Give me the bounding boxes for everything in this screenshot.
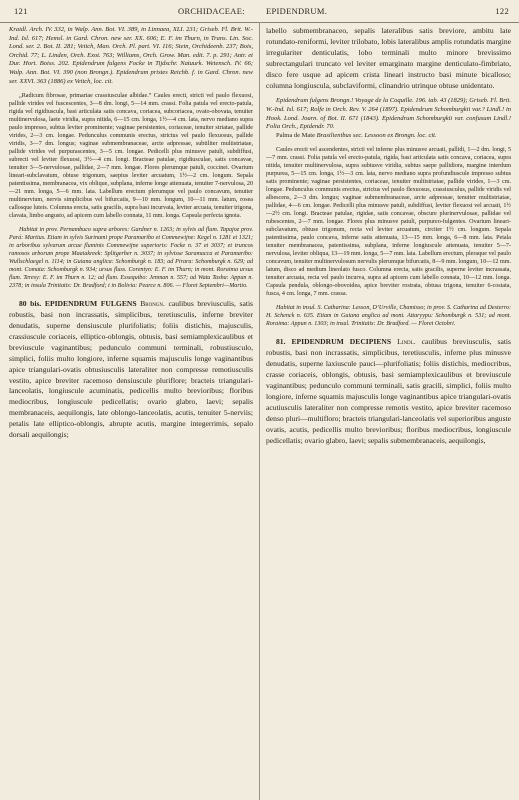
species-description: caulibus breviusculis, satis robustis, basi non incrassatis, simplicibus, teretiusculis, inferne breviter denudatis, superne densiuscule plurifoliatis; foliis distichis, majusculis, crassiuscule coriaceis, elliptico-oblongis, obtusis, basi semiamplexicaulibus et breviuscule vaginantibus; pedunculo communi terminali, robustiusculo, simplici, foliis multo longiore, inferne squamis majusculis longe vaginantibus apice triangulari-ovatis obtusiusculis lateraliter non compresse remotiusculis vestito, apice breviter racemoso densiuscule pluriflore; bracteis triangulari-lanceolatis, longiuscule acuminatis, pedicellis multo brevioribus; floribus mediocribus, longiuscule pedicellatis; ovario glabro, laevi; sepalis membranaceis, aequilongis, late oblongo-lanceolatis, acutis, tenuiter 5-nerviis; petalis late elliptico-oblongis, abrupte acutis, margine integerrimis, sepalo dorsali aequilongis; [9,299,253,440]
references-block: Kraidl. Arch. IV. 332, in Walp. Ann. Bot. VI. 389, in Linnaea, XLI. 231; Griseb. Fl. Brit. W.-Ind. Isl. 617; Hemsl. in Gard. Chron. new ser. XX. 606; E. F. im Thurn, in Trans. Lin. Soc. Lond. ser. 2. Bot. II. 281; Veitch, Man. Orch. Pl. part. VI. 116; Stein, Orchideenb. 237; Bois, Orchid. 77; L. Linden, Orch. Exot. 763; Williams, Orch. Grow. Man. edit. 7. p. 291; Antr. et Dur. Hort. Boiss. 202. Epidendrum fulgens Focke in Tijdschr. Natuurk. Wetensch. IV. 66; Walp. Ann. Bot. VI. 390 (non Brongn.). Epidendrum pristes Reichb. f. in Gard. Chron. new ser. XXVI. 363 (1886) ex Veitch, loc. cit. [9,26,253,85]
left-column [9,26,253,796]
species-heading: 80 bis. EPIDENDRUM FULGENS [19,299,137,309]
right-page-number: 122 [495,6,509,16]
detailed-description: Caules erecti vel ascendentes, stricti vel inferne plus minusve arcuati, pallidi, 1—2 dm. longi, 5—7 mm. crassi. Folia patula vel erecto-patula, rigida, basi articulata satis concava, coriacea, supra nitida, tenuiter multinervulosa, supra subtusve viridia, subtus saepe pallidiora, margine interdum purpurea, 5—15 cm. longa, 1½—3 cm. lata, nervo mediano supra profundiuscule impresso subtus satis prominente; vaginae persistentes, coriaceae, tenuiter multistriatae, pallide virides, 1—3 cm. longae. Pedunculus communis erectus, strictus vel paulo flexuosus, crassiusculus, pallide viridis vel albescens, 2—3 dm. longus; vaginae submembranaceae, arcte adpressae, tenuiter multistriatae, pallidae, 4—6 cm. longae. Pedicelli plus minusve patuli, subdiffusi, leviter flexuosi vel arcuati, 1½—2½ cm. longi. Bracteae patulae, rigidae, satis concavae, obscure plurinervulosae, pallidae vel rubescentes, 2—7 mm. longae. Flores plus minusve patuli, purpureo-fulgentes. Ovarium lineari-subclavatum, obtuse trigonum, recta vel leviter arcuatum, circiter 1½ cm. longum. Sepala patentissima, paulo concava, inferne satis attenuata, 13—15 mm. longa, 6—8 mm. lata. Petala tenuiter membranacea, patentissima, subplana, inferne longiuscule attenuata, tenuiter 5—7-nervulosa, leviter obliqua, 13—19 mm. longa, 5—7 mm. lata. Labellum erectum, pleraque vel paulo concavum, tenuiter multinervulosum nervulis plerumque bifurcatis, 8—9 mm. longum, 10—12 mm. latum, disco ad medium lineolato fusco. Columna erecta, satis gracilis, superne leviter incrassata, tenuiter arcuata, recta vel paulo incurva, supra ad apicem cum labello connata, 10—12 mm. longa. Capsula pendula, oblongo-obovoidea, apice breviter rostrata, obtusa trigona, tenuiter 6-costata, fusca, 4 cm. longa, 7 mm. crassa. [266,147,511,298]
species-author-81: Lindl. [397,337,416,347]
species-entry-81 [266,337,511,446]
habitat-paragraph: Habitat in prov. Pernambuco supra arbores: Gardner n. 1263; in sylvis ad flum. Tapajoz prov. Pará: Martius. Etiam in sylvis Surinami prope Paramaribo et Commewijne: Kegel n. 1281 et 1321; in arboribus sylvarum arcae fluminis Commewijne superioris: Focke n. 37 et 3037; et truncos ramosos arborum prope Maaiakreek: Splitgerber n. 3037; in sylvisse Saramacca et Paramaribo: Wullschlaegel n. 1114; in Guiana anglica: Schomburgk n. 183; ad Pirara: Schomburgk n. 629; ad mont. Comata: Schomburgk n. 934; ursus fluss. Corentyn: E. F. im Thurn; in mont. Roraima ursus flum. Teresy: E. F. im Thurn n. 12; ad flum. Essequibo: Jenman n. 557; ad Watu Tasha: Appun n. 2378; in insula Trinitatis: Dr. Bradford; t in Bolivia: Pearce n. 806. — Floret Septembri—Martio. [9,227,253,290]
description-continued: labello submembranaceo, sepalis lateralibus satis breviore, ambitu late rotundato-reniformi, leviter trilobato, lobis lateralibus amplis rotundatis margine irregulariter denticulatis, lobo terminali multo minore brevissimo subrectangulari truncato vel leviter emarginato margine denticulato-fimbriato, disco fere usque ad apicem crista lineari instructo basi minute bicalloso; columna longiuscula, subclaviformi, clinandrio utrinque obtuse unidentato. [266,26,511,90]
habitat-paragraph-right: Habitat in insul. S. Catharina: Lesson, D’Urville, Chamisso; in prov. S. Catharina ad Desterro: H. Schenck n. 635. Etiam in Guiana anglica ad mont. Attaryypu: Schomburgk n. 531; ad mont. Roraima: Appun n. 1303; in insul. Trinitatis: Dr. Bradford. — Floret Octobri. [266,305,511,328]
right-running-title: EPIDENDRUM. [266,6,328,16]
column-divider [259,22,260,800]
species-heading-81: 81. EPIDENDRUM DECIPIENS [276,337,392,347]
right-column [266,26,511,796]
left-running-title: ORCHIDACEAE: [178,6,245,16]
left-page-number: 121 [14,6,28,16]
vernacular-name-line [266,132,511,141]
species-description-81: caulibus breviusculis, satis robustis, basi non incrassatis, simplicibus, teretiusculis, inferne plus minusve denudatis, superne laxiuscule pauci—plurifoliatis; foliis distichis, mediocribus, crasse coriaceis, oblongis, obtusis, basi semiamplexicaulibus et breviuscule vaginantibus; pedunculo communi terminali, satis gracili, simplici, foliis multo longiore, inferne squamis majusculis longe vaginantibus apice triangulari-ovatis acutiusculis lateraliter non compresse remotis vestito, apice breviter racemoso denso pluri—multifloro; bracteis triangulari-lanceolatis vel superioribus anguste ovatis, acutis, pedicellis multo brevioribus; floribus mediocribus, longiuscule pedicellatis; ovario glabro, laevi; sepalis submembranaceis, aequilongis, [266,337,511,445]
species-author: Brongn. [140,299,165,309]
running-head [0,0,519,23]
vernacular-name: Palma de Mate [276,131,315,139]
quoted-description: „Radicum fibrosae, primariae crassiusculae albidae.“ Caules erecti, stricti vel paulo flexuosi, pallide virides vel fuscescentes, 3—8 dm. longi, 5—14 mm. crassi. Folia patula vel erecto-patula, rigida vel rigidiuscula, basi articulata satis concava, coriacea, subcoriacea, ovato-obovata, tenuiter multinervulosa, laete viridia, supra nitida, 6—15 cm. longa, 1½—4 cm. lata, nervo mediano supra paulo impresso, subtus leviter prominente; vaginae persistentes, coriaceae, tenuiter striatae, pallide virides, 2—3 cm. longae. Pedunculus communis erectus, strictus vel paulo flexuosus, pallide viridis, 3—7 dm. longus; vaginae submembranaceae, arcte adpressae, subtiliter multistriatae, pallide virides vel purpurascentes, 3—5 cm. longae. Pedicelli plus minusve patuli, subdiffusi, subrecti vel leviter flexuosi, 3½—4 cm. longi. Bracteae patulae, rigidiusculae, satis concavae, tenuiter 3—5-nervulosae, pallidae, 2—7 mm. longae. Flores plerumque patuli, coccinei. Ovarium lineari-subclavatum, obtuse trigonum, saepius leviter arcuatum, 1½—2 cm. longum. Sepala patentissima, membranacea, vix oblique, subplana, inferne longe attenuata, tenuiter 7-nervulosa, 20—21 mm. longa, 5—6 mm. lata. Labellum erectum plerumque vel paulo concavum, tenuiter multinervium, nervis simplicibus vel bifurcatis, 9—10 mm. longum, 10—11 mm. latum, rosea callosque luteis. Columna erecta, satis gracilis, supra basi incurvata, leviter arcuata, tenuiter trigona, clavata, limbo angusto, ad apicem cum labello connata, 11 mm. longa. Capsula perfecta ignota. [9,93,253,220]
synonym-references: Epidendrum fulgens Brongn.! Voyage de la Coquille. 196. tab. 43 (1829); Griseb. Fl. Brit. W.-Ind. Isl. 617; Rolfe in Orch. Rev. V. 264 (1897). Epidendrum Schomburgkii var.? Lindl.! in Hook. Lond. Journ. of Bot. II. 671 (1843). Epidendrum Schomburgkii var. confusum Lindl.! Folia Orch., Epidendr. 70. [266,97,511,131]
vernacular-source: Brasilienibus sec. Lessoon ex Brongn. loc. cit. [316,131,437,139]
species-entry-80bis [9,299,253,441]
